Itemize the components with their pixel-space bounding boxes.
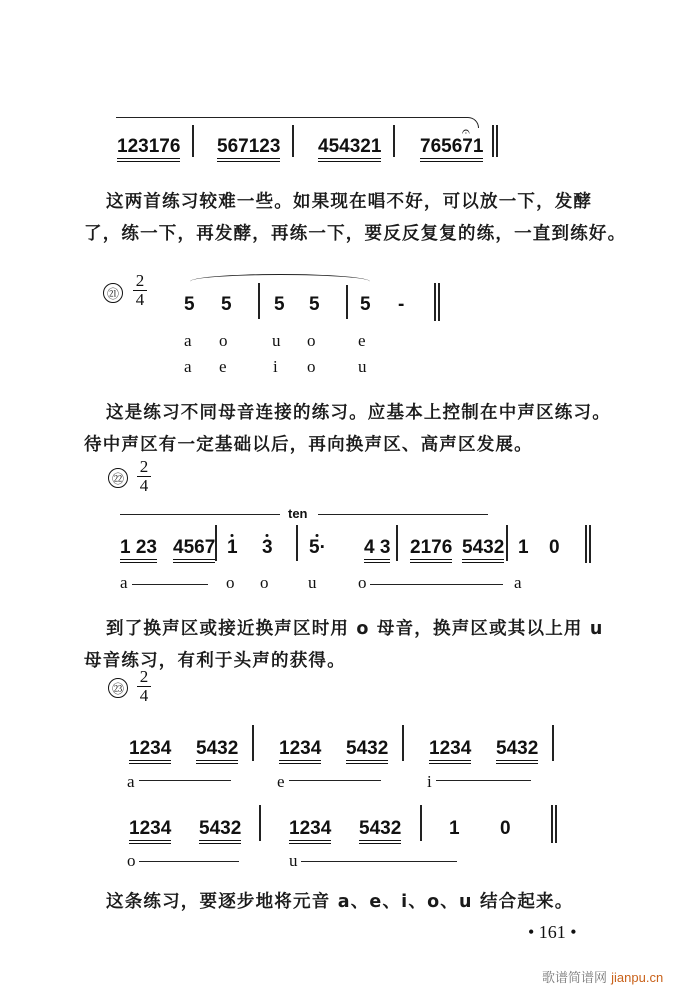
- lyric: u: [289, 851, 298, 870]
- lyric-extender: [132, 584, 208, 585]
- note-group: 1234: [129, 818, 171, 840]
- lyric: o: [260, 573, 269, 592]
- final-barline: [434, 283, 440, 321]
- fermata-icon: 𝄐: [462, 124, 470, 140]
- note-group: 4 3: [364, 537, 390, 559]
- lyric: a: [184, 357, 192, 376]
- note-group: 5432: [199, 818, 241, 840]
- note: 1: [518, 537, 529, 558]
- time-signature: $\frac{2}{4}$: [133, 272, 147, 309]
- lyric: o: [307, 331, 316, 350]
- note: 5·: [309, 537, 326, 558]
- barline: [402, 725, 404, 761]
- lyric-extender: [139, 861, 239, 862]
- lyric: u: [308, 573, 317, 592]
- note-group: 5432: [462, 537, 504, 559]
- barline: [393, 125, 395, 157]
- lyric-extender: [289, 780, 381, 781]
- lyric-extender: [370, 584, 503, 585]
- exercise-number: ㉒: [108, 468, 128, 488]
- note-group: 5432: [359, 818, 401, 840]
- paragraph-3: 到了换声区或接近换声区时用 o 母音，换声区或其以上用 u 母音练习，有利于头声的获得。: [84, 619, 604, 671]
- note: 5: [274, 294, 285, 315]
- barline: [292, 125, 294, 157]
- lyric: a: [184, 331, 192, 350]
- barline: [258, 283, 260, 319]
- lyric: e: [219, 357, 227, 376]
- note-group: 4567: [173, 537, 215, 559]
- note: 5: [184, 294, 195, 315]
- lyric: i: [427, 772, 432, 791]
- paragraph-4: 这条练习，要逐步地将元音 a、e、i、o、u 结合起来。: [106, 892, 574, 912]
- final-barline: [551, 805, 557, 843]
- note-group: 1234: [429, 738, 471, 760]
- measure-2: 567123: [217, 136, 280, 158]
- barline: [506, 525, 508, 561]
- rest: 0: [500, 818, 511, 839]
- note-group: 5432: [346, 738, 388, 760]
- note-group: 5432: [496, 738, 538, 760]
- tenuto-marking: ten: [288, 506, 308, 521]
- lyric: o: [358, 573, 367, 592]
- lyric: a: [120, 573, 128, 592]
- barline: [192, 125, 194, 157]
- lyric: i: [273, 357, 278, 376]
- note-group: 1234: [279, 738, 321, 760]
- lyric: u: [272, 331, 281, 350]
- watermark-cn: 歌谱简谱网: [542, 971, 608, 986]
- barline: [396, 525, 398, 561]
- note-group: 2176: [410, 537, 452, 559]
- dash: -: [398, 294, 405, 315]
- barline: [215, 525, 217, 561]
- exercise-number: ㉓: [108, 678, 128, 698]
- exercise-number: ㉑: [103, 283, 123, 303]
- barline: [346, 285, 348, 319]
- lyric: o: [127, 851, 136, 870]
- crescendo-line: [120, 514, 280, 515]
- measure-4: 765671: [420, 136, 483, 158]
- paragraph-2: 这是练习不同母音连接的练习。应基本上控制在中声区练习。 待中声区有一定基础以后，再向换声区、高声区发展。: [84, 403, 611, 455]
- note-group: 1234: [129, 738, 171, 760]
- watermark-en: jianpu.cn: [611, 970, 664, 985]
- note: 5: [221, 294, 232, 315]
- final-barline: [492, 125, 498, 157]
- barline: [252, 725, 254, 761]
- note-group: 1 23: [120, 537, 157, 559]
- note: 1: [449, 818, 460, 839]
- lyric: u: [358, 357, 367, 376]
- lyric: o: [307, 357, 316, 376]
- lyric: a: [514, 573, 522, 592]
- measure-1: 123176: [117, 136, 180, 158]
- barline: [259, 805, 261, 841]
- page-number: • 161 •: [528, 922, 577, 942]
- note: 1: [227, 537, 238, 558]
- note-group: 1234: [289, 818, 331, 840]
- barline: [552, 725, 554, 761]
- lyric: e: [358, 331, 366, 350]
- note-group: 5432: [196, 738, 238, 760]
- paragraph-1: 这两首练习较难一些。如果现在唱不好，可以放一下，发酵 了，练一下，再发酵，再练一下，要反反复复的练，一直到练好。: [84, 192, 627, 244]
- note: 3: [262, 537, 273, 558]
- watermark: [542, 967, 663, 986]
- slur: [190, 274, 370, 289]
- barline: [420, 805, 422, 841]
- lyric: a: [127, 772, 135, 791]
- rest: 0: [549, 537, 560, 558]
- note: 5: [360, 294, 371, 315]
- lyric: o: [219, 331, 228, 350]
- lyric-extender: [301, 861, 457, 862]
- note: 5: [309, 294, 320, 315]
- time-signature: $\frac{2}{4}$: [137, 458, 151, 495]
- lyric: e: [277, 772, 285, 791]
- lyric: o: [226, 573, 235, 592]
- time-signature: $\frac{2}{4}$: [137, 668, 151, 705]
- crescendo-line: [318, 514, 488, 515]
- final-barline: [585, 525, 591, 563]
- top-slur: [116, 117, 479, 128]
- lyric-extender: [436, 780, 531, 781]
- lyric-extender: [139, 780, 231, 781]
- measure-3: 454321: [318, 136, 381, 158]
- barline: [296, 525, 298, 561]
